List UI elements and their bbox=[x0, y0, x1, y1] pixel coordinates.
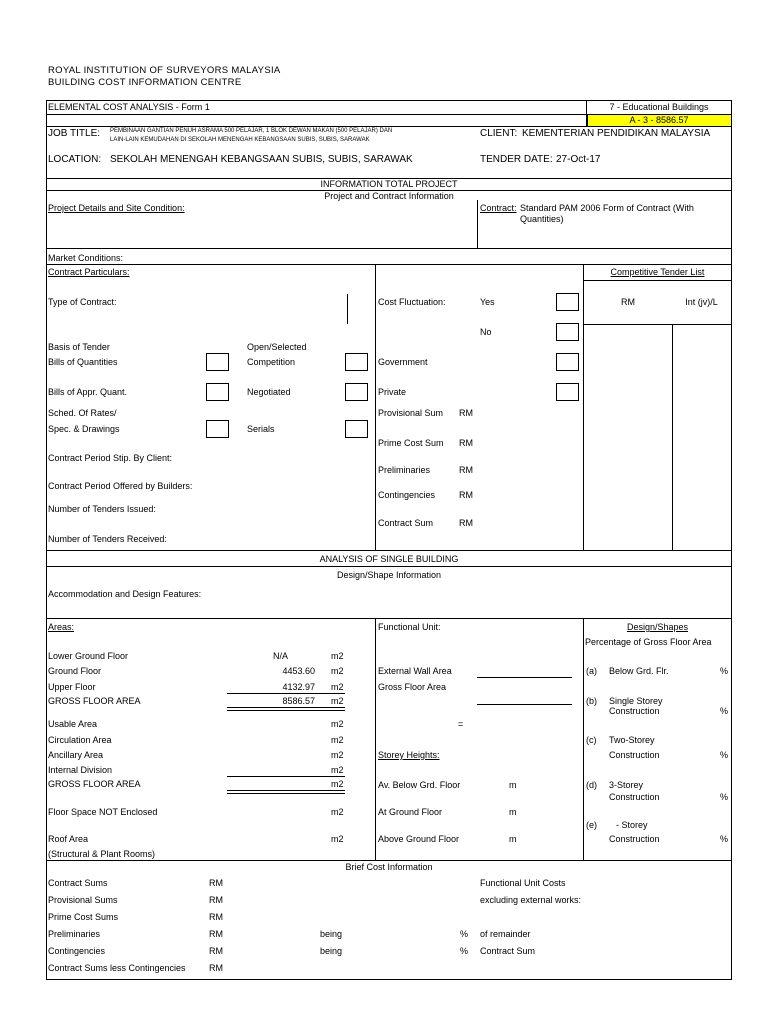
cost-fluctuation-label: Cost Fluctuation: bbox=[378, 297, 446, 307]
gfa2-unit: m2 bbox=[331, 779, 344, 789]
design-shapes-label: Design/Shapes bbox=[626, 622, 689, 632]
preliminaries-rm: RM bbox=[459, 465, 473, 475]
info-subsection: Project and Contract Information bbox=[324, 191, 454, 201]
brief-title: Brief Cost Information bbox=[345, 862, 433, 872]
government-checkbox[interactable] bbox=[556, 353, 579, 371]
below-grd-floor-unit: m bbox=[509, 780, 517, 790]
shape-c-code: (c) bbox=[586, 735, 597, 745]
client-label: CLIENT: bbox=[480, 128, 518, 139]
lower-ground-value: N/A bbox=[273, 651, 289, 661]
contract-sum-label: Contract Sum bbox=[378, 518, 434, 528]
gfa-label: GROSS FLOOR AREA bbox=[48, 696, 141, 706]
provisional-sum-label: Provisional Sum bbox=[378, 408, 444, 418]
of-remainder-label: of remainder bbox=[480, 929, 531, 939]
lower-ground-unit: m2 bbox=[331, 651, 344, 661]
brief-preliminaries-being: being bbox=[320, 929, 343, 939]
info-section-title: INFORMATION TOTAL PROJECT bbox=[320, 179, 458, 189]
upper-floor-unit: m2 bbox=[331, 682, 344, 692]
tenders-received-label: Number of Tenders Received: bbox=[48, 534, 167, 544]
bills-of-quantities-label: Bills of Quantities bbox=[48, 357, 118, 367]
gfa-unit: m2 bbox=[331, 696, 344, 706]
shape-b-pct: % bbox=[720, 706, 729, 716]
private-label: Private bbox=[378, 387, 407, 397]
shape-d-label-1: 3-Storey bbox=[609, 780, 644, 790]
roof-area-label: Roof Area bbox=[48, 834, 89, 844]
tender-rm-header: RM bbox=[621, 297, 635, 307]
upper-floor-value: 4132.97 bbox=[282, 682, 315, 692]
ground-floor-unit: m2 bbox=[331, 666, 344, 676]
no-checkbox[interactable] bbox=[556, 323, 579, 341]
yes-checkbox[interactable] bbox=[556, 293, 579, 311]
basis-of-tender-label: Basis of Tender bbox=[48, 342, 110, 352]
serials-checkbox[interactable] bbox=[345, 420, 368, 438]
contingencies-label: Contingencies bbox=[378, 490, 436, 500]
shape-a-pct: % bbox=[720, 666, 729, 676]
brief-less-contingencies-label: Contract Sums less Contingencies bbox=[48, 963, 186, 973]
provisional-sum-rm: RM bbox=[459, 408, 473, 418]
header-line-2: BUILDING COST INFORMATION CENTRE bbox=[48, 77, 242, 88]
brief-prime-cost-label: Prime Cost Sums bbox=[48, 912, 119, 922]
at-ground-floor-unit: m bbox=[509, 807, 517, 817]
gross-floor-area-label: Gross Floor Area bbox=[378, 682, 447, 692]
contract-label: Contract: bbox=[480, 203, 517, 213]
project-details-label: Project Details and Site Condition: bbox=[48, 203, 185, 213]
brief-preliminaries-pct: % bbox=[460, 929, 469, 939]
category-label: 7 - Educational Buildings bbox=[609, 102, 709, 112]
shape-b-label-2: Construction bbox=[609, 706, 660, 716]
excluding-external-label: excluding external works: bbox=[480, 895, 582, 905]
shape-a-code: (a) bbox=[586, 666, 597, 676]
competition-checkbox[interactable] bbox=[345, 353, 368, 371]
floor-not-enclosed-label: Floor Space NOT Enclosed bbox=[48, 807, 158, 817]
brief-less-contingencies-rm: RM bbox=[209, 963, 223, 973]
ancillary-area-unit: m2 bbox=[331, 750, 344, 760]
brief-contract-sums-rm: RM bbox=[209, 878, 223, 888]
prime-cost-sum-rm: RM bbox=[459, 438, 473, 448]
circulation-area-label: Circulation Area bbox=[48, 735, 112, 745]
contract-value-2: Quantities) bbox=[520, 214, 564, 224]
shape-e-label-1: - Storey bbox=[616, 820, 648, 830]
tenders-issued-label: Number of Tenders Issued: bbox=[48, 504, 156, 514]
internal-division-unit: m2 bbox=[331, 765, 344, 775]
shape-d-pct: % bbox=[720, 792, 729, 802]
negotiated-label: Negotiated bbox=[247, 387, 291, 397]
shape-d-code: (d) bbox=[586, 780, 597, 790]
brief-contract-sums-label: Contract Sums bbox=[48, 878, 108, 888]
above-ground-floor-label: Above Ground Floor bbox=[378, 834, 460, 844]
external-wall-label: External Wall Area bbox=[378, 666, 452, 676]
job-title-line-1: PEMBINAAN GANTIAN PENUH ASRAMA 500 PELAJAR, 1 BLOK DEWAN MAKAN (500 PELAJAR) DAN bbox=[110, 128, 393, 134]
negotiated-checkbox[interactable] bbox=[345, 383, 368, 401]
period-client-label: Contract Period Stip. By Client: bbox=[48, 453, 173, 463]
competition-label: Competition bbox=[247, 357, 296, 367]
contract-particulars-label: Contract Particulars: bbox=[48, 267, 130, 277]
analysis-section-title: ANALYSIS OF SINGLE BUILDING bbox=[319, 554, 459, 564]
usable-area-unit: m2 bbox=[331, 719, 344, 729]
ground-floor-value: 4453.60 bbox=[282, 666, 315, 676]
contract-value-1: Standard PAM 2006 Form of Contract (With bbox=[520, 203, 694, 213]
brief-prime-cost-rm: RM bbox=[209, 912, 223, 922]
shape-b-code: (b) bbox=[586, 696, 597, 706]
government-label: Government bbox=[378, 357, 428, 367]
code-value: A - 3 - 8586.57 bbox=[629, 115, 689, 125]
client-value: KEMENTERIAN PENDIDIKAN MALAYSIA bbox=[522, 128, 711, 139]
below-grd-floor-label: Av. Below Grd. Floor bbox=[378, 780, 461, 790]
shape-c-label-1: Two-Storey bbox=[609, 735, 655, 745]
accommodation-label: Accommodation and Design Features: bbox=[48, 589, 202, 599]
upper-floor-label: Upper Floor bbox=[48, 682, 96, 692]
equals-sign: = bbox=[458, 719, 464, 729]
shape-e-pct: % bbox=[720, 834, 729, 844]
location-label: LOCATION: bbox=[48, 154, 102, 165]
circulation-area-unit: m2 bbox=[331, 735, 344, 745]
tender-date-label: TENDER DATE: bbox=[480, 154, 553, 165]
brief-preliminaries-rm: RM bbox=[209, 929, 223, 939]
yes-label: Yes bbox=[480, 297, 495, 307]
brief-contingencies-label: Contingencies bbox=[48, 946, 106, 956]
brief-contingencies-pct: % bbox=[460, 946, 469, 956]
roof-area-unit: m2 bbox=[331, 834, 344, 844]
areas-label: Areas: bbox=[48, 622, 75, 632]
gfa-value: 8586.57 bbox=[282, 696, 315, 706]
structural-plant-label: (Structural & Plant Rooms) bbox=[48, 849, 156, 859]
shape-d-label-2: Construction bbox=[609, 792, 660, 802]
at-ground-floor-label: At Ground Floor bbox=[378, 807, 443, 817]
brief-contingencies-being: being bbox=[320, 946, 343, 956]
header-line-1: ROYAL INSTITUTION OF SURVEYORS MALAYSIA bbox=[48, 65, 281, 76]
tender-date-value: 27-Oct-17 bbox=[556, 154, 601, 165]
type-of-contract-label: Type of Contract: bbox=[48, 297, 117, 307]
usable-area-label: Usable Area bbox=[48, 719, 98, 729]
spec-drawings-checkbox[interactable] bbox=[206, 420, 229, 438]
brief-provisional-sums-label: Provisional Sums bbox=[48, 895, 118, 905]
job-title-line-2: LAIN-LAIN KEMUDAHAN DI SEKOLAH MENENGAH KEBANGSAAN SUBIS, SUBIS, SARAWAK bbox=[110, 137, 370, 143]
shape-b-label-1: Single Storey bbox=[609, 696, 663, 706]
period-builders-label: Contract Period Offered by Builders: bbox=[48, 481, 193, 491]
prime-cost-sum-label: Prime Cost Sum bbox=[378, 438, 444, 448]
above-ground-floor-unit: m bbox=[509, 834, 517, 844]
floor-not-enclosed-unit: m2 bbox=[331, 807, 344, 817]
functional-unit-label: Functional Unit: bbox=[378, 622, 441, 632]
brief-contingencies-rm: RM bbox=[209, 946, 223, 956]
form-title: ELEMENTAL COST ANALYSIS - Form 1 bbox=[48, 102, 210, 112]
brief-provisional-sums-rm: RM bbox=[209, 895, 223, 905]
gfa2-label: GROSS FLOOR AREA bbox=[48, 779, 141, 789]
tender-int-header: Int (jv)/L bbox=[685, 297, 718, 307]
serials-label: Serials bbox=[247, 424, 275, 434]
shape-e-code: (e) bbox=[586, 820, 597, 830]
bills-appr-checkbox[interactable] bbox=[206, 383, 229, 401]
contingencies-rm: RM bbox=[459, 490, 473, 500]
no-label: No bbox=[480, 327, 492, 337]
brief-preliminaries-label: Preliminaries bbox=[48, 929, 101, 939]
private-checkbox[interactable] bbox=[556, 383, 579, 401]
internal-division-label: Internal Division bbox=[48, 765, 113, 775]
functional-unit-costs-label: Functional Unit Costs bbox=[480, 878, 566, 888]
shape-e-label-2: Construction bbox=[609, 834, 660, 844]
storey-heights-label: Storey Heights: bbox=[378, 750, 440, 760]
market-conditions-label: Market Conditions: bbox=[48, 253, 124, 263]
bills-of-quantities-checkbox[interactable] bbox=[206, 353, 229, 371]
preliminaries-label: Preliminaries bbox=[378, 465, 431, 475]
sched-rates-label: Sched. Of Rates/ bbox=[48, 408, 117, 418]
brief-contract-sum-label: Contract Sum bbox=[480, 946, 536, 956]
shape-c-label-2: Construction bbox=[609, 750, 660, 760]
shape-c-pct: % bbox=[720, 750, 729, 760]
location-value: SEKOLAH MENENGAH KEBANGSAAN SUBIS, SUBIS, SARAWAK bbox=[110, 154, 413, 165]
design-shape-info: Design/Shape Information bbox=[336, 570, 442, 580]
job-title-label: JOB TITLE: bbox=[48, 128, 101, 139]
spec-drawings-label: Spec. & Drawings bbox=[48, 424, 120, 434]
ancillary-area-label: Ancillary Area bbox=[48, 750, 104, 760]
open-selected-label: Open/Selected bbox=[247, 342, 307, 352]
bills-appr-label: Bills of Appr. Quant. bbox=[48, 387, 128, 397]
competitive-tender-label: Competitive Tender List bbox=[610, 267, 705, 277]
pct-gfa-label: Percentage of Gross Floor Area bbox=[585, 637, 712, 647]
lower-ground-label: Lower Ground Floor bbox=[48, 651, 129, 661]
contract-sum-rm: RM bbox=[459, 518, 473, 528]
ground-floor-label: Ground Floor bbox=[48, 666, 102, 676]
shape-a-label: Below Grd. Flr. bbox=[609, 666, 669, 676]
